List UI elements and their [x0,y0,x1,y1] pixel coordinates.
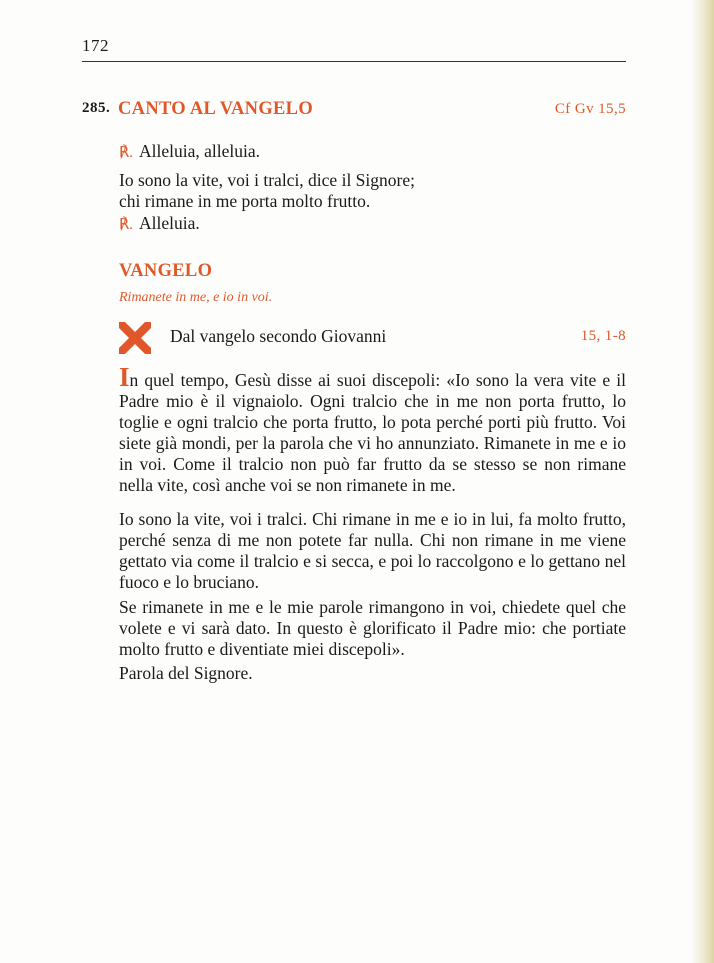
binding-edge [690,0,714,963]
response-line-2 [119,213,200,234]
gospel-source: Dal vangelo secondo Giovanni [170,326,387,346]
verse-line: Io sono la vite, voi i tralci, dice il Signore; [119,170,415,190]
response-text: Alleluia, alleluia. [139,141,261,161]
response-symbol: ℟. [119,217,134,233]
page-number: 172 [82,36,109,55]
section-number: 285. [82,100,111,116]
gospel-reference: 15, 1-8 [580,328,626,344]
gospel-paragraph-3: Se rimanete in me e le mie parole rimangono in voi, chiedete quel che volete e vi sarà dato. In questo è glorificato il Padre mio: che portiate molto frutto e diventiate miei discepoli». [119,597,626,659]
acclamation-verse [119,170,415,212]
paragraph-text: n quel tempo, Gesù disse ai suoi discepoli: «Io sono la vera vite e il Padre mio è il vignaiolo. Ogni tralcio che in me non porta frutto, lo toglie e ogni tralcio che porta frutto, lo pota perché porti più frutto. Voi siete già mondi, per la parola che vi ho annunziato. Rimanete in me e io in voi. Come il tralcio non può far frutto da se stesso se non rimane nella vite, così anche voi se non rimanete in me. [119,370,626,495]
gospel-paragraph-2: Io sono la vite, voi i tralci. Chi rimane in me e io in lui, fa molto frutto, perché senza di me non potete far nulla. Chi non rimane in me viene gettato via come il tralcio e si secca, e poi lo raccolgono e lo gettano nel fuoco e lo bruciano. [119,509,626,592]
verse-line: chi rimane in me porta molto frutto. [119,191,371,211]
section-heading [82,99,626,123]
response-line-1 [119,141,260,162]
section-reference: Cf Gv 15,5 [554,101,626,117]
response-symbol: ℟. [119,145,134,161]
maltese-cross-icon [119,322,151,354]
gospel-paragraph-1 [119,362,626,496]
drop-cap: I [119,362,130,392]
gospel-subtitle: Rimanete in me, e io in voi. [119,290,273,305]
section-title: CANTO AL VANGELO [118,99,314,119]
header-rule [82,61,626,62]
gospel-title: VANGELO [119,261,213,281]
response-text: Alleluia. [139,213,200,233]
gospel-closing: Parola del Signore. [119,663,253,683]
